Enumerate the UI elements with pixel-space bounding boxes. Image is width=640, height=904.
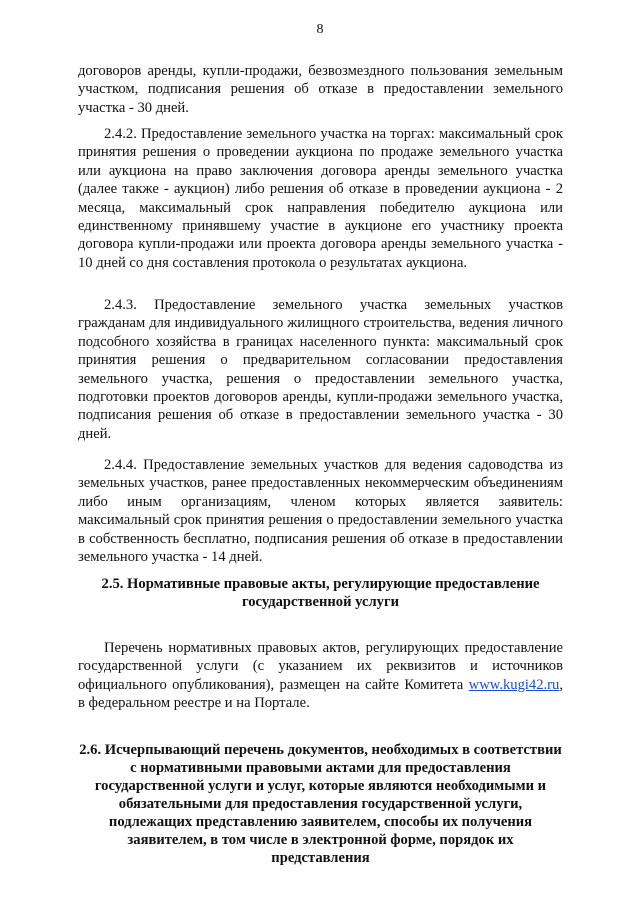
paragraph-text: 2.4.3. Предоставление земельного участка земельных участков гражданам для индивидуального жилищного строительства, ведения личного подсобного хозяйства в границах населенного пункта: максимальный срок принятия решения о предварительном согласовании предоставления земельного участка, решения о предоставлении земельного участка, подготовки проектов договоров аренды, купли-продажи земельного участка, подписания решения об отказе в предоставлении земельного участка - 30 дней.	[78, 297, 563, 442]
paragraph-continuation	[78, 62, 563, 117]
paragraph-text-start: Перечень нормативных правовых актов, регулирующих предоставление государственной услуги (с указанием их реквизитов и источников официального опубликования), размещен на сайте Комитета	[78, 640, 563, 693]
paragraph-2-4-4	[78, 456, 563, 566]
paragraph-text-end: , в федеральном реестре и на Портале.	[78, 676, 563, 712]
paragraph-2-4-2	[78, 125, 563, 272]
page-number: 8	[316, 22, 324, 37]
paragraph-text	[78, 639, 563, 713]
paragraph-2-5	[78, 639, 563, 713]
paragraph-2-4-3	[78, 296, 563, 443]
paragraph-text: 2.4.2. Предоставление земельного участка на торгах: максимальный срок принятия решения о проведении аукциона по продаже земельного участка или аукциона на право заключения договора аренды земельного участка (далее также - аукцион) либо решения об отказе в проведении аукциона - 2 месяца, максимальный срок направления победителю аукциона или единственному принявшему участие в аукционе его участнику проекта договора купли-продажи или проекта договора аренды земельного участка - 10 дней со дня составления протокола о результатах аукциона.	[78, 126, 563, 271]
section-heading-2-5: 2.5. Нормативные правовые акты, регулирующие предоставление государственной услуги	[101, 576, 540, 610]
website-link[interactable]: www.kugi42.ru	[468, 676, 560, 693]
section-heading-2-6: 2.6. Исчерпывающий перечень документов, необходимых в соответствии с нормативными правовыми актами для предоставления государственной услуги и услуг, которые являются необходимыми и обязательными для предоставления государственной услуги, подлежащих представлению заявителем, способы их получения заявителем, в том числе в электронной форме, порядок их представления	[79, 742, 562, 866]
paragraph-text: договоров аренды, купли-продажи, безвозмездного пользования земельным участком, подписания решения об отказе в предоставлении земельного участка - 30 дней.	[78, 63, 563, 116]
paragraph-text: 2.4.4. Предоставление земельных участков для ведения садоводства из земельных участков, ранее предоставленных некоммерческим объединениям либо иным организациям, членом которых является заявитель: максимальный срок принятия решения о предоставлении земельного участка в собственность бесплатно, подписания решения об отказе в предоставлении земельного участка - 14 дней.	[78, 457, 563, 566]
